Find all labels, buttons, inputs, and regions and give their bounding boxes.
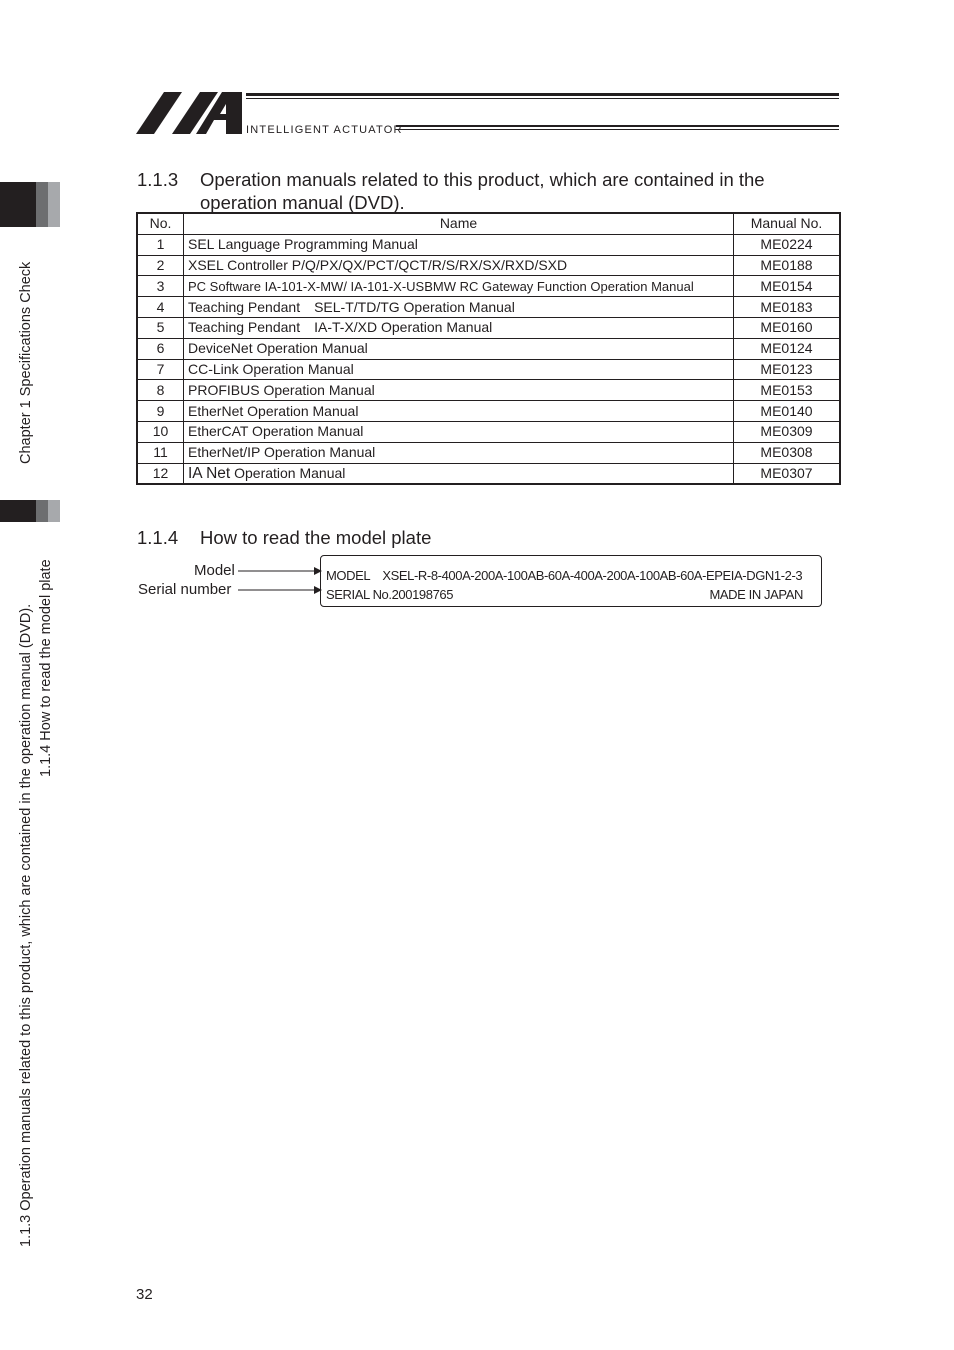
table-row xyxy=(137,401,840,422)
section-title: Operation manuals related to this product, which are contained in the operation manual (DVD). xyxy=(200,169,765,213)
chapter-tab-dark xyxy=(0,182,36,227)
model-plate xyxy=(320,555,822,607)
section-number: 1.1.3 xyxy=(137,169,179,190)
cell-no: 12 xyxy=(137,463,184,484)
section-title: How to read the model plate xyxy=(200,527,432,548)
cell-manual-no: ME0309 xyxy=(734,421,841,442)
plate-made-in: MADE IN JAPAN xyxy=(709,587,803,602)
table-row xyxy=(137,463,840,484)
table-row xyxy=(137,359,840,380)
ia-net-name: IA Net xyxy=(188,464,231,482)
cell-manual-no: ME0123 xyxy=(734,359,841,380)
cell-no: 7 xyxy=(137,359,184,380)
callout-arrows xyxy=(238,563,322,599)
section-tab-mid xyxy=(36,500,48,522)
cell-manual-no: ME0183 xyxy=(734,297,841,318)
cell-no: 3 xyxy=(137,276,184,297)
cell-name-suffix: Operation Manual xyxy=(230,464,346,481)
plate-model-line: MODEL XSEL-R-8-400A-200A-100AB-60A-400A-200A-100AB-60A-EPEIA-DGN1-2-3 xyxy=(326,568,803,583)
table-row xyxy=(137,442,840,463)
cell-name: EtherCAT Operation Manual xyxy=(184,421,734,442)
header-rule xyxy=(246,93,839,96)
cell-manual-no: ME0140 xyxy=(734,401,841,422)
table-row xyxy=(137,255,840,276)
cell-no: 1 xyxy=(137,234,184,255)
table-row xyxy=(137,421,840,442)
cell-no: 10 xyxy=(137,421,184,442)
cell-name: CC-Link Operation Manual xyxy=(184,359,734,380)
table-row xyxy=(137,380,840,401)
cell-manual-no: ME0153 xyxy=(734,380,841,401)
cell-no: 9 xyxy=(137,401,184,422)
cell-name: EtherNet Operation Manual xyxy=(184,401,734,422)
section-tab-dark xyxy=(0,500,36,522)
table-row xyxy=(137,234,840,255)
table-header-row xyxy=(137,213,840,234)
cell-name: Teaching Pendant SEL-T/TD/TG Operation Manual xyxy=(184,297,734,318)
cell-name: PC Software IA-101-X-MW/ IA-101-X-USBMW RC Gateway Function Operation Manual xyxy=(184,276,734,297)
cell-no: 6 xyxy=(137,338,184,359)
serial-number-label: Serial number xyxy=(138,581,232,598)
cell-no: 2 xyxy=(137,255,184,276)
cell-manual-no: ME0307 xyxy=(734,463,841,484)
running-head-chapter: Chapter 1 Specifications Check xyxy=(18,261,34,464)
table-row xyxy=(137,317,840,338)
cell-no: 4 xyxy=(137,297,184,318)
cell-manual-no: ME0154 xyxy=(734,276,841,297)
cell-manual-no: ME0160 xyxy=(734,317,841,338)
header-name: Name xyxy=(184,213,734,234)
cell-manual-no: ME0124 xyxy=(734,338,841,359)
chapter-tab-mid xyxy=(36,182,48,227)
running-head-section-114: 1.1.4 How to read the model plate xyxy=(38,559,54,777)
section-number: 1.1.4 xyxy=(137,527,179,548)
plate-serial-line: SERIAL No.200198765 xyxy=(326,587,454,602)
table-row xyxy=(137,297,840,318)
cell-manual-no: ME0224 xyxy=(734,234,841,255)
cell-manual-no: ME0308 xyxy=(734,442,841,463)
section-tab-light xyxy=(48,500,60,522)
header-manual-no: Manual No. xyxy=(734,213,841,234)
table-row xyxy=(137,338,840,359)
cell-name xyxy=(184,463,734,484)
cell-no: 8 xyxy=(137,380,184,401)
cell-no: 5 xyxy=(137,317,184,338)
cell-name: XSEL Controller P/Q/PX/QX/PCT/QCT/R/S/RX/SX/RXD/SXD xyxy=(184,255,734,276)
section-114-heading xyxy=(137,527,432,549)
header-rule-lower xyxy=(396,125,839,127)
header-no: No. xyxy=(137,213,184,234)
cell-name: Teaching Pendant IA-T-X/XD Operation Manual xyxy=(184,317,734,338)
cell-name: EtherNet/IP Operation Manual xyxy=(184,442,734,463)
iai-logo-icon xyxy=(136,90,246,136)
page-number: 32 xyxy=(136,1286,153,1303)
chapter-tab-light xyxy=(48,182,60,227)
cell-name: PROFIBUS Operation Manual xyxy=(184,380,734,401)
cell-manual-no: ME0188 xyxy=(734,255,841,276)
cell-name: DeviceNet Operation Manual xyxy=(184,338,734,359)
cell-name: SEL Language Programming Manual xyxy=(184,234,734,255)
cell-no: 11 xyxy=(137,442,184,463)
model-label: Model xyxy=(194,562,235,579)
table-row xyxy=(137,276,840,297)
header-rule-lower-thin xyxy=(396,129,839,130)
manuals-table xyxy=(136,212,841,485)
header-rule-thin xyxy=(246,98,839,99)
brand-name: INTELLIGENT ACTUATOR xyxy=(246,124,403,136)
running-head-section-113: 1.1.3 Operation manuals related to this product, which are contained in the operation manual (DVD). xyxy=(18,603,34,1247)
